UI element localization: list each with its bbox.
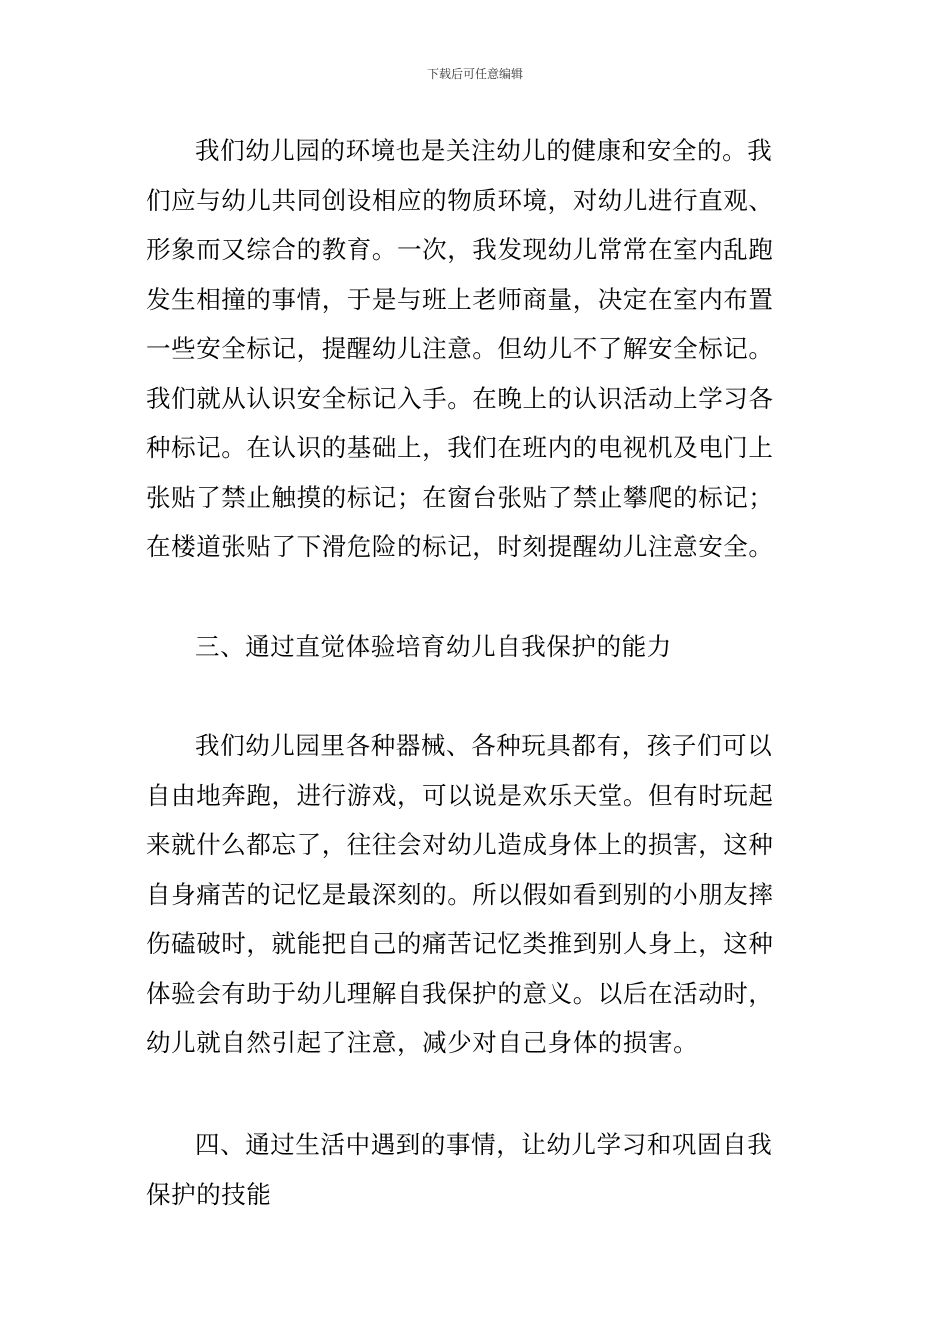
heading-line: 保护的技能 (146, 1179, 272, 1209)
paragraph-line: 伤磕破时，就能把自己的痛苦记忆类推到别人身上，这种 (146, 929, 774, 958)
heading-line: 四、通过生活中遇到的事情，让幼儿学习和巩固自我 (195, 1130, 773, 1159)
section-heading-four (146, 1120, 808, 1219)
page-header (0, 66, 950, 82)
paragraph-line: 自由地奔跑，进行游戏，可以说是欢乐天堂。但有时玩起 (146, 780, 774, 810)
paragraph-line: 发生相撞的事情，于是与班上老师商量，决定在室内布置 (146, 284, 774, 314)
paragraph-line: 体验会有助于幼儿理解自我保护的意义。以后在活动时， (146, 978, 774, 1008)
paragraph-line: 自身痛苦的记忆是最深刻的。所以假如看到别的小朋友摔 (146, 879, 774, 909)
paragraph-line: 种标记。在认识的基础上，我们在班内的电视机及电门上 (146, 433, 774, 462)
paragraph-line: 幼儿就自然引起了注意，减少对自己身体的损害。 (146, 1028, 699, 1057)
paragraph-line: 我们幼儿园里各种器械、各种玩具都有，孩子们可以 (195, 731, 773, 760)
section-heading-three (146, 622, 808, 672)
paragraph-line: 我们就从认识安全标记入手。在晚上的认识活动上学习各 (146, 383, 774, 413)
heading-line: 三、通过直觉体验培育幼儿自我保护的能力 (195, 632, 672, 661)
paragraph-line: 来就什么都忘了，往往会对幼儿造成身体上的损害，这种 (146, 830, 774, 859)
header-text: 下载后可任意编辑 (426, 67, 523, 81)
paragraph-line: 在楼道张贴了下滑危险的标记，时刻提醒幼儿注意安全。 (146, 532, 774, 561)
paragraph-environment (146, 126, 808, 572)
paragraph-line: 张贴了禁止触摸的标记；在窗台张贴了禁止攀爬的标记； (146, 482, 774, 512)
paragraph-line: 一些安全标记，提醒幼儿注意。但幼儿不了解安全标记。 (146, 334, 774, 363)
paragraph-line: 形象而又综合的教育。一次，我发现幼儿常常在室内乱跑 (146, 235, 774, 264)
paragraph-line: 我们幼儿园的环境也是关注幼儿的健康和安全的。我 (195, 136, 773, 165)
paragraph-line: 们应与幼儿共同创设相应的物质环境，对幼儿进行直观、 (146, 185, 774, 215)
paragraph-experience (146, 721, 808, 1068)
